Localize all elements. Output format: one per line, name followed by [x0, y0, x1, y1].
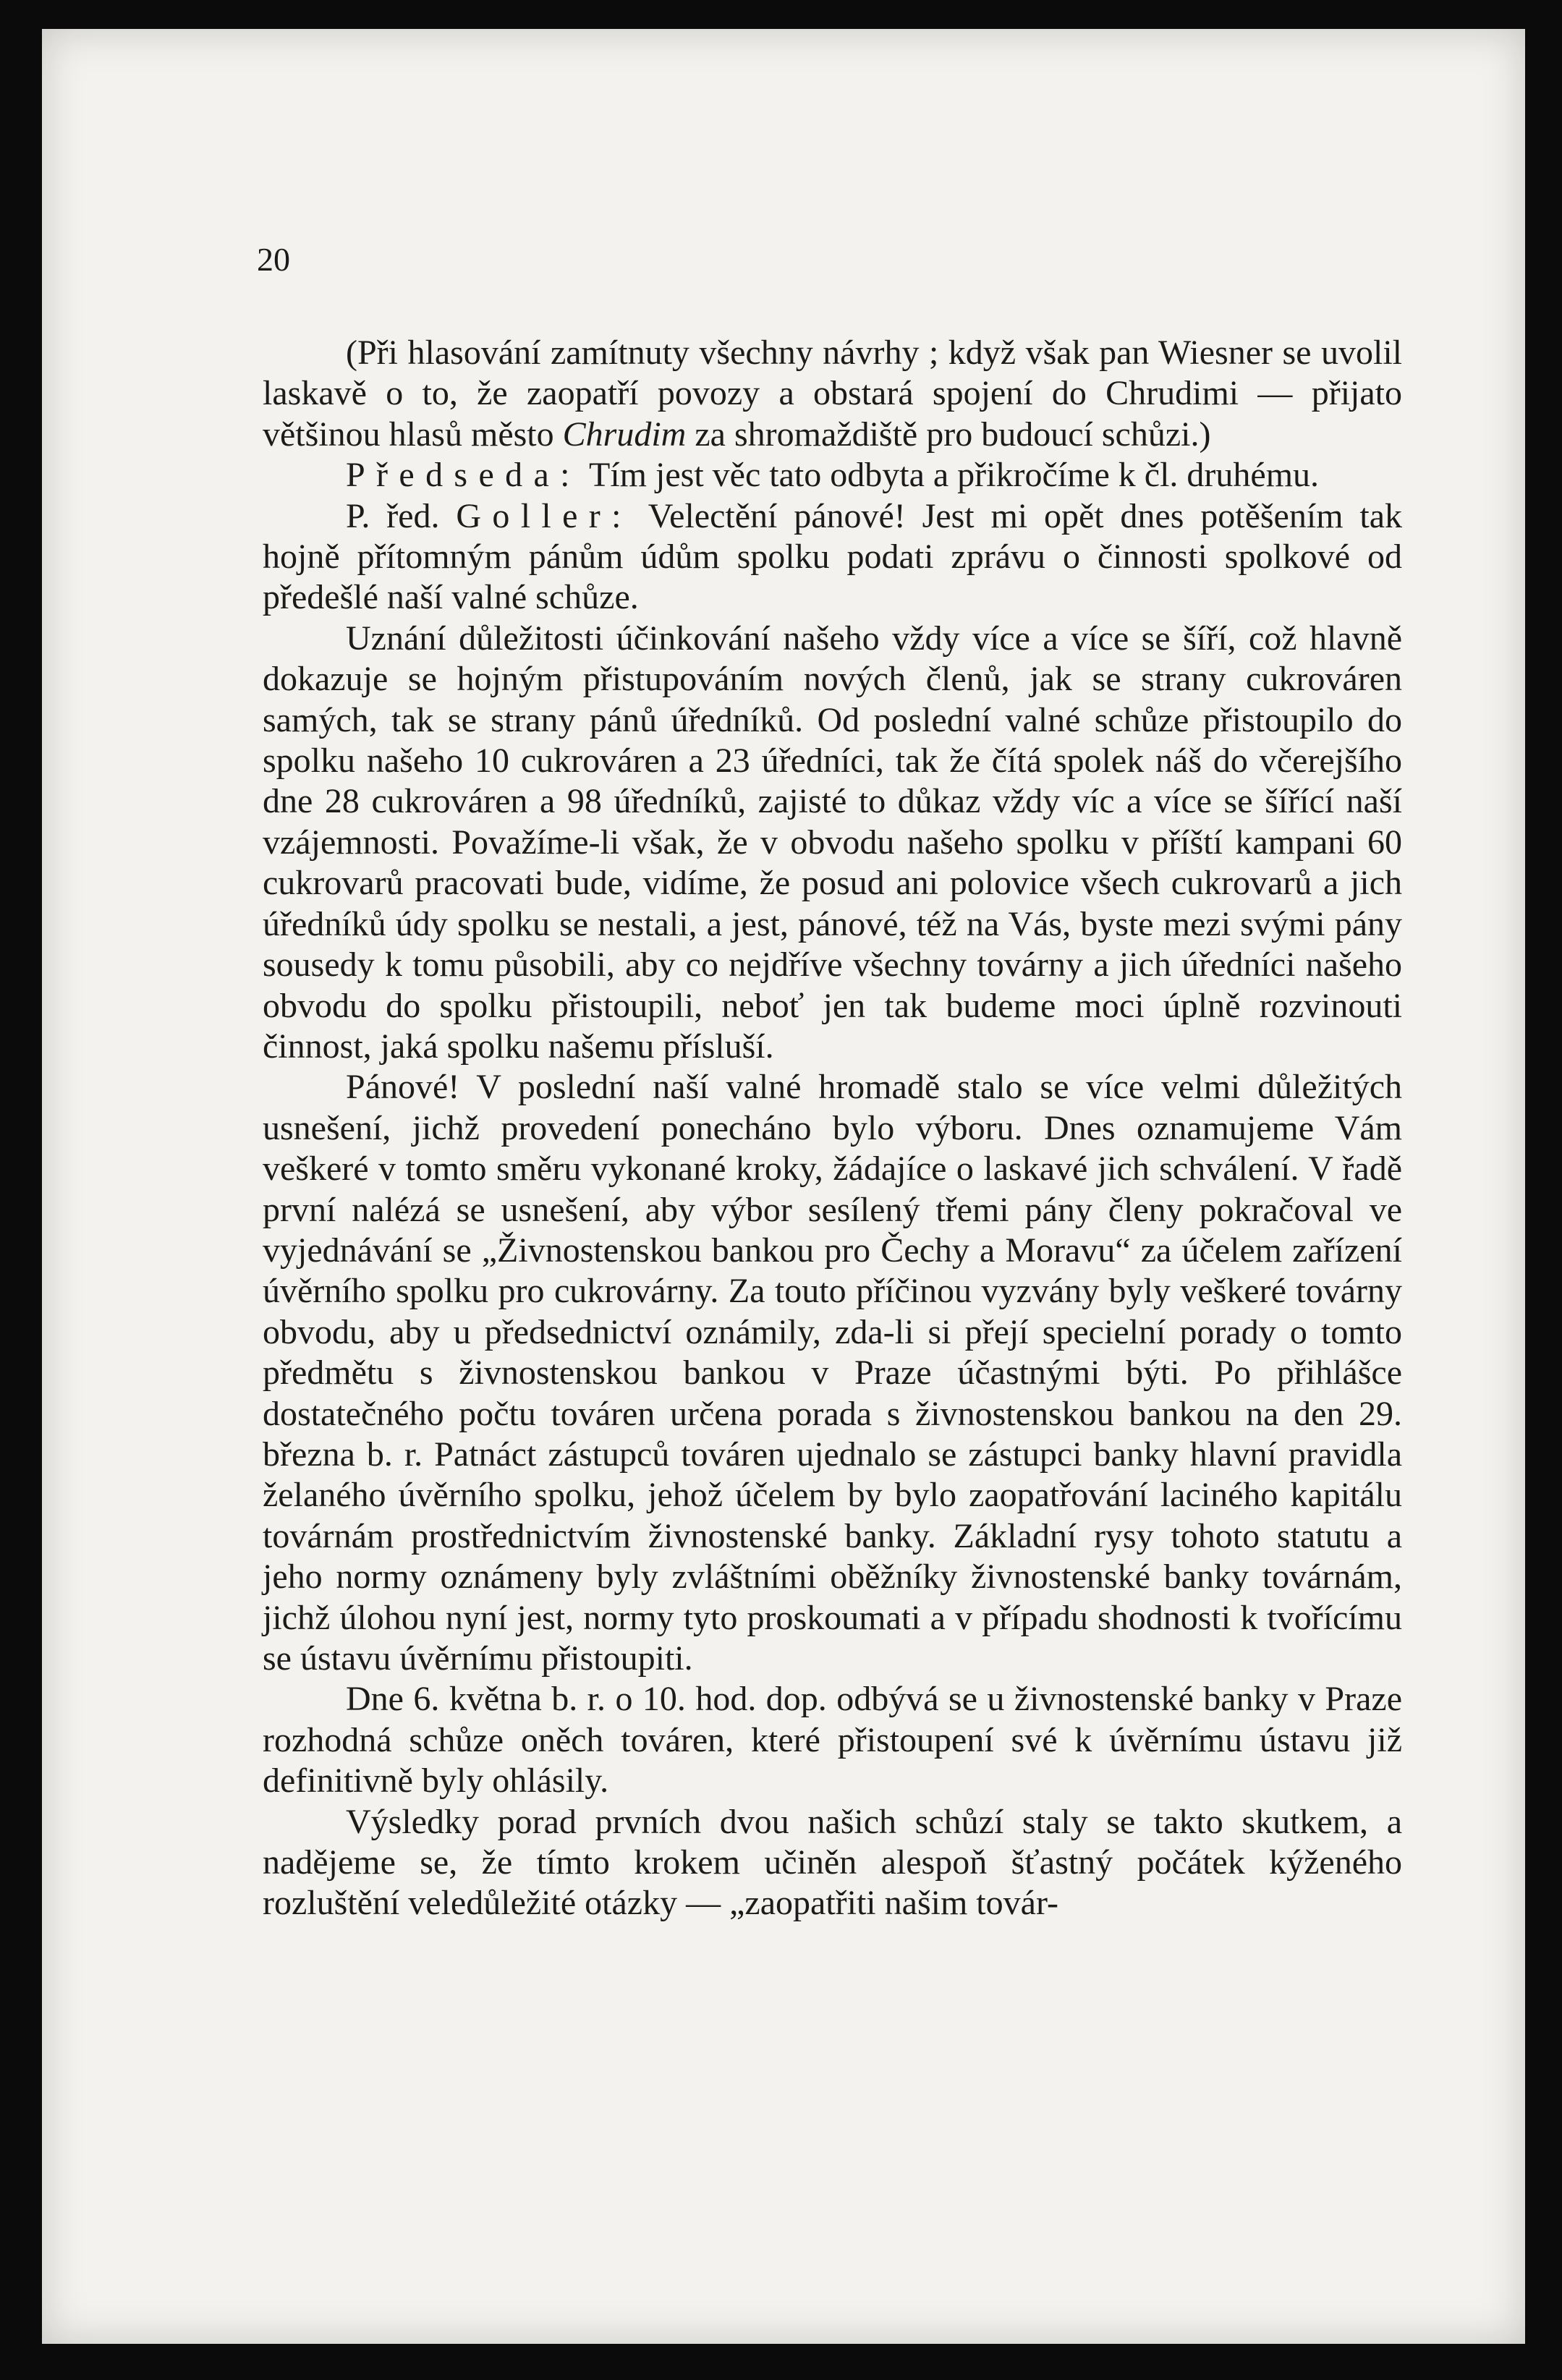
paragraph-voting-note [263, 333, 1402, 455]
voting-note-end: za shromaždiště pro budoucí schůzi.) [695, 415, 1211, 454]
city-name: Chrudim [562, 415, 687, 454]
paragraph-results: Výsledky porad prvních dvou našich schůzí staly se takto skutkem, a nadějeme se, že tímto krokem učiněn alespoň šťastný počátek kýženého rozluštění veledůležité otázky — „zaopatřiti našim továr- [263, 1802, 1402, 1923]
paragraph-resolutions: Pánové! V poslední naší valné hromadě stalo se více velmi důležitých usnešení, jichž provedení ponecháno bylo výboru. Dnes oznamujeme Vám veškeré v tomto směru vykonané kroky, žádajíce o laskavé jich schválení. V řadě první nalézá se usnešení, aby výbor sesílený třemi pány členy pokračoval ve vyjednávání se „Živnostenskou bankou pro Čechy a Moravu“ za účelem zařízení úvěrního spolku pro cukrovárny. Za touto příčinou vyzvány byly veškeré továrny obvodu, aby u předsednictví oznámily, zda-li si přejí specielní porady o tomto předmětu s živnostenskou bankou v Praze účastnými býti. Po přihlášce dostatečného počtu továren určena porada s živnostenskou bankou na den 29. března b. r. Patnáct zástupců továren ujednalo se zástupci banky hlavní pravidla želaného úvěrního spolku, jehož účelem by bylo zaopatřování laciného kapitálu továrnám prostřednictvím živnostenské banky. Základní rysy tohoto statutu a jeho normy oznámeny byly zvláštními oběžníky živnostenské banky továrnám, jichž úlohou nyní jest, normy tyto proskoumati a v případu shodnosti k tvořícímu se ústavu úvěrnímu přistoupiti. [263, 1068, 1402, 1678]
paragraph-membership: Uznání důležitosti účinkování našeho vždy více a více se šíří, což hlavně dokazuje se hojným přistupováním nových členů, jak se strany cukrováren samých, tak se strany pánů úředníků. Od poslední valné schůze přistoupilo do spolku našeho 10 cukrováren a 23 úředníci, tak že čítá spolek náš do včerejšího dne 28 cukrováren a 98 úředníků, zajisté to důkaz vždy víc a více se šířící naší vzájemnosti. Považíme-li však, že v obvodu našeho spolku v příští kampani 60 cukrovarů pracovati bude, vidíme, že posud ani polovice všech cukrovarů a jich úředníků údy spolku se nestali, a jest, pánové, též na Vás, byste mezi svými pány sousedy k tomu působili, aby co nejdříve všechny továrny a jich úředníci našeho obvodu do spolku přistoupili, neboť jen tak budeme moci úplně rozvinouti činnost, jaká spolku našemu přísluší. [263, 619, 1402, 1066]
scanned-page [42, 29, 1525, 2344]
speaker-goller: Goller: [456, 496, 632, 535]
page-number: 20 [257, 241, 290, 278]
paragraph-chairman [263, 455, 1402, 496]
speaker-chairman: Předseda: [346, 456, 581, 495]
paragraph-meeting: Dne 6. května b. r. o 10. hod. dop. odbývá se u živnostenské banky v Praze rozhodná schůze oněch továren, které přistoupení své k úvěrnímu ústavu již definitivně byly ohlásily. [263, 1680, 1402, 1801]
body-text [263, 333, 1402, 1924]
speaker-prefix: P. řed. [346, 496, 440, 535]
paragraph-goller [263, 496, 1402, 619]
chairman-text: Tím jest věc tato odbyta a přikročíme k čl. druhému. [589, 456, 1320, 495]
goller-text: Velectění pánové! Jest mi opět dnes potěšením tak hojně přítomným pánům údům spolku podati zprávu o činnosti spolkové od předešlé naší valné schůze. [263, 496, 1403, 617]
voting-note-text: (Při hlasování zamítnuty všechny návrhy ; když však pan Wiesner se uvolil laskavě o to, že zaopatří povozy a obstará spojení do Chrudimi — přijato většinou hlasů město [263, 333, 1402, 454]
